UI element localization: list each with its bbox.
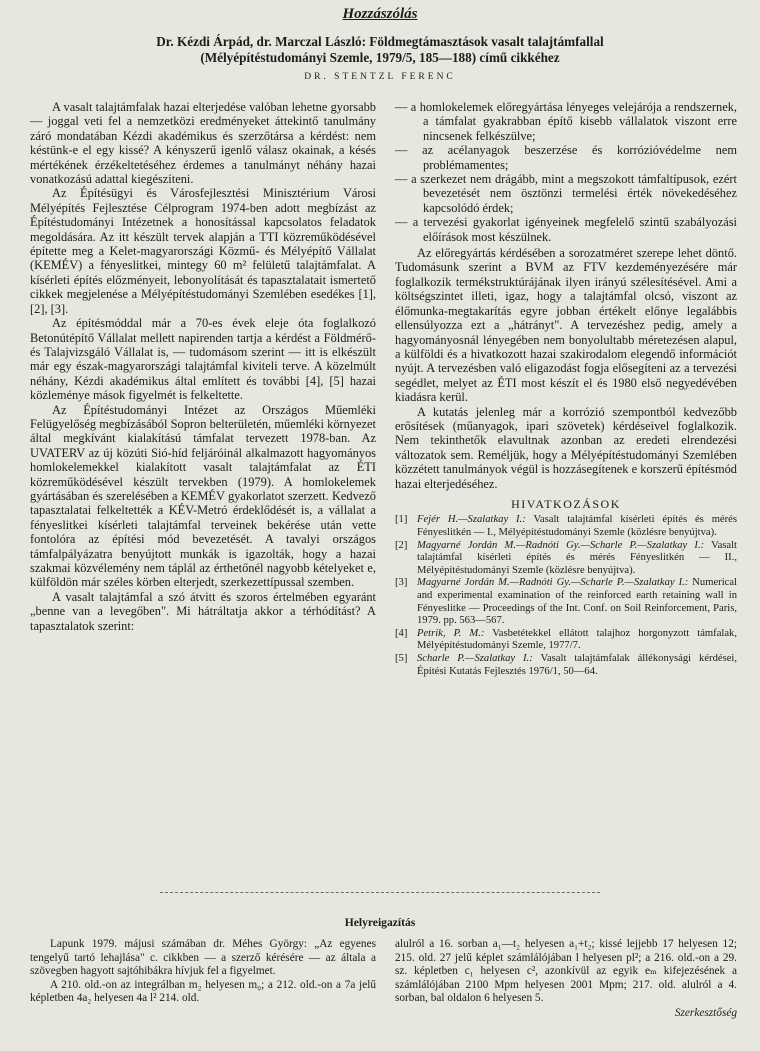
reference-text: Vasalt talajtámfal kísérleti építés és mérés Fényeslitkén — II., Mélyépítéstudományi Szemle (közlésre benyújtva). (417, 539, 737, 576)
reference-item (395, 628, 737, 653)
bullet-item: — a szerkezet nem drágább, mint a megszokott támfaltípusok, ezért bevezetését nem ösztönzi termelési érték növekedéséhez kapcsolódó érdek; (395, 172, 737, 215)
references-heading: HIVATKOZÁSOK (511, 496, 621, 511)
article-author: DR. STENTZL FERENC (304, 72, 456, 82)
paragraph: A vasalt talajtámfalak hazai elterjedése valóban lehetne gyorsabb — joggal veti fel a nemzetközi eredményeket áttekintő tanulmány záró mondatában Kézdi akadémikus és szerzőtársa a kérdést: nem késtünk-e el egy kissé? A kényszerű igenlő válasz okainak, a késés mértékének érzékeltetéséhez érdemes a tanulmányt néhány hazai vonatkozású adattal kiegészíteni. (30, 100, 376, 187)
reference-text: Vasalt talajtámfal kísérleti építés és mérés Fényeslitkén — I., Mélyépítéstudományi Szemle (közlésre benyújtva). (417, 514, 737, 538)
reference-authors: Magyarné Jordán M.—Radnóti Gy.—Scharle P.—Szalatkay I.: (417, 539, 705, 551)
bullet-item: — a tervezési gyakorlat igényeinek megfelelő szintű szabályozási előírások most készülnek. (395, 215, 737, 244)
paragraph: Az építésmóddal már a 70-es évek eleje óta foglalkozó Betonútépítő Vállalat mellett napirenden tartja a kérdést a Földmérő- és Talajvizsgáló Vállalat is, — tudomásom szerint — itt is elkészült már egy észak-magyarországi talajtámfal kiviteli terve. A közelmúlt néhány, Kézdi akadémikus által említett és további [4], [5] hazai közleménye mások figyelmét is felkeltette. (30, 316, 376, 403)
paragraph: A 210. old.-on az integrálban m₂ helyesen m₀; a 212. old.-on a 7a jelű képletben 4a₂ helyesen 4a l² 214. old. (30, 978, 376, 1004)
references-list (395, 514, 737, 678)
reference-number: [2] (395, 539, 408, 551)
reference-number: [1] (395, 514, 408, 526)
right-column (395, 100, 737, 678)
reference-number: [5] (395, 652, 408, 664)
corrigendum-right-column (395, 938, 737, 1020)
bullet-item: — az acélanyagok beszerzése és korrózióvédelme nem problémamentes; (395, 143, 737, 172)
bullet-list (395, 100, 737, 244)
corrigendum-continuation: alulról a 16. sorban a₁—t₂ helyesen a₁+t₂; kissé lejjebb 17 helyesen 12; 215. old. 27 jelű képlet számlálójában l helyesen pl²; a 216. old.-on a 29. sz. képletben c₁ helyesen c², azonkívül az egyik eₘ kifejezésének a számlálójában 2100 Mpm helyesen 2001 Mpm; 217. old. alulról a 4. sorban, bal oldalon 6 helyesen 5. (395, 938, 737, 1004)
paragraph: Az előregyártás kérdésében a sorozatméret szerepe lehet döntő. Tudomásunk szerint a BVM az FTV kezdeményezésére már foglalkozik termékstruktúrájának ilyen irányú szélesítésével. Ami a költségszintet illeti, igaz, hogy a talajtámfal olcsó, viszont az élőmunka-megtakarítás egyre jobban értékelt előnye legalábbis ellensúlyozza ezt a „hátrányt". A tervezéshez pedig, amely a hagyományosnál lényegében nem bonyolultabb méretezésen alapul, a külföldi és a hivatkozott hazai szakirodalom elegendő információt nyújt. A tervezésben való eligazodást fogja elősegíteni az a tervezési segédlet, melyet az ÉTI most készít el és 1980 első negyedévében kiadásra kerül. (395, 246, 737, 405)
bullet-item: — a homlokelemek előregyártása lényeges velejárója a rendszernek, a támfalat gyakrabban építő kisebb vállalatok viszont erre nincsenek felkészülve; (395, 100, 737, 143)
section-divider (160, 892, 600, 893)
reference-item (395, 577, 737, 627)
article-title-line-1: Dr. Kézdi Árpád, dr. Marczal László: Földmegtámasztások vasalt talajtámfallal (156, 34, 604, 49)
article-title-line-2: (Mélyépítéstudományi Szemle, 1979/5, 185—188) című cikkéhez (200, 50, 560, 65)
paragraph: Az Építéstudományi Intézet az Országos Műemléki Felügyelőség megbízásából Sopron belterületén, műemléki környezet által megkívánt kialakítású támfalat tervezett 1978-ban. Az UVATERV az új közúti Sió-híd feljáróinál alkalmazott hagyományos homlokelemekkel kialakított vasalt talajtámfalat az ÉTI közreműködésével készült tervekben (1979). A homlokelemek gyártásában és szerelésében a KEMÉV gyakorlatot szerzett. Kedvező tapasztalatai felkeltették a KÉV-Metró érdeklődését is, a vállalat a fényeslitkei kísérleti talajtámfal terveinek bekérése után vette fontolóra az építési mód bevezetését. A tavalyi országos támfalpályázatra benyújtott munkák is igazolták, hogy a hazai szakmai közvélemény nem táplál az érthetőnél nagyobb kételyeket e, külföldön már széles körben elterjedt, szerkezettípussal szemben. (30, 402, 376, 590)
section-title: Hozzászólás (342, 6, 418, 22)
reference-text: Vasalt talajtámfalak állékonysági kérdései, Építési Kutatás Fejlesztés 1976/1, 50—64. (417, 652, 737, 677)
reference-text: Vasbetétekkel ellátott talajhoz horgonyzott támfalak, Mélyépítéstudományi Szemle, 1977/7. (417, 627, 737, 652)
paragraph: A vasalt talajtámfal a szó átvitt és szoros értelmében egyaránt „benne van a levegőben". Mi hátráltatja akkor a térhódítást? A tapasztalatok szerint: (30, 589, 376, 633)
reference-item (395, 514, 737, 539)
reference-item (395, 653, 737, 678)
reference-authors: Petrik, P. M.: (417, 627, 485, 639)
reference-number: [3] (395, 577, 408, 589)
corrigendum-left-column (30, 938, 376, 1006)
reference-text: Numerical and experimental examination of the reinforced earth retaining wall in Fényeslitke — Proceedings of the Int. Conf. on Soil Reinforcement, Paris, 1979. pp. 563—567. (417, 577, 737, 627)
reference-authors: Scharle P.—Szalatkay I.: (417, 652, 533, 664)
article-title (60, 34, 700, 66)
left-column (30, 100, 376, 633)
paragraph: Az Építésügyi és Városfejlesztési Minisztérium Városi Mélyépítés Fejlesztése Célprogram 1974-ben adott megbízást az Építéstudományi Intézetnek a honosítással kapcsolatos feladatok megoldására. Az itt készült tervek alapján a TTI közreműködésével építette meg a Kelet-magyarországi Közmű- és Mélyépítő Vállalat (KEMÉV) a fényeslitkei, mintegy 60 m² felületű talajtámfalat. A kísérleti építés előzményeit, lebonyolítását és tapasztalatait ismertető cikkek megjelenése a Mélyépítéstudományi Szemlében esedékes [1], [2], [3]. (30, 186, 376, 316)
reference-number: [4] (395, 627, 408, 639)
reference-authors: Fejér H.—Szalatkay I.: (417, 514, 526, 526)
paragraph: Lapunk 1979. májusi számában dr. Méhes György: „Az egyenes tengelyű tartó lehajlása" c. cikkben — a szerző kérésére — az általa a szövegben hagyott sajtóhibákra hívjuk fel a figyelmet. (30, 938, 376, 977)
corrigendum-title: Helyreigazítás (344, 916, 416, 929)
paragraph: A kutatás jelenleg már a korrózió szempontból kedvezőbb erősítések (műanyagok, ipari szövetek) kérdéseivel foglalkozik. Nem tekinthetők elavultnak azonban az eredeti elrendezési változatok sem. Reméljük, hogy a Mélyépítéstudományi Szemlében közzétett tanulmányok végül is hozzásegítenek e korszerű építésmód hazai elterjedéséhez. (395, 404, 737, 491)
reference-authors: Magyarné Jordán M.—Radnóti Gy.—Scharle P.—Szalatkay I.: (417, 577, 689, 589)
reference-item (395, 540, 737, 578)
editorial-signature: Szerkesztőség (674, 1006, 737, 1019)
